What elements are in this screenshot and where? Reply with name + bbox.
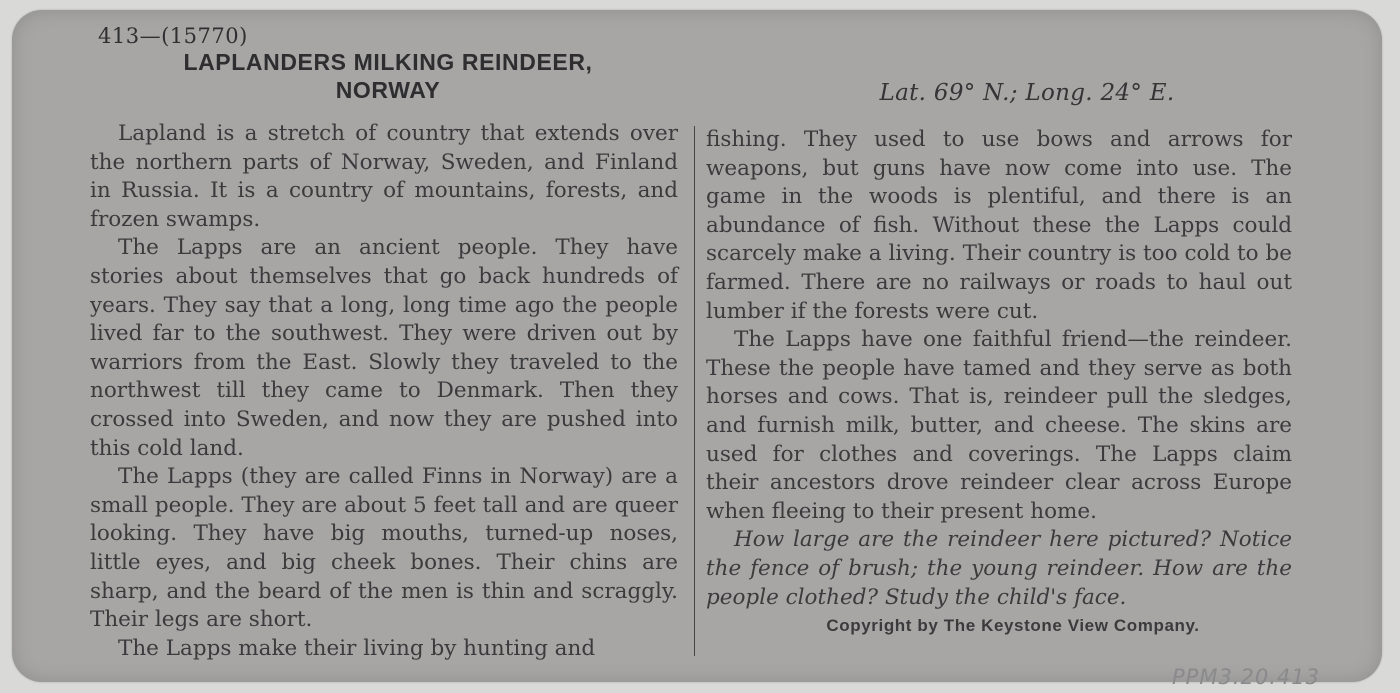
left-paragraph-2: The Lapps are an ancient people. They have stories about themselves that go back hundreds of years. They say that a long, long time ago the people lived far to the southwest. They were driven out by warriors from the East. Slowly they traveled to the northwest till they came to Denmark. Then they crossed into Sweden, and now they are pushed into this cold land.	[90, 235, 678, 461]
left-paragraph-4: The Lapps make their living by hunting and	[118, 635, 596, 661]
copyright-notice: Copyright by The Keystone View Company.	[826, 616, 1200, 636]
left-column	[90, 120, 678, 663]
study-questions: How large are the reindeer here pictured? Notice the fence of brush; the young reindeer. How are the people clothed? Study the child's face.	[706, 527, 1292, 610]
catalog-number: 413—(15770)	[98, 24, 248, 48]
left-paragraph-3: The Lapps (they are called Finns in Norway) are a small people. They are about 5 feet tall and are queer looking. They have big mouths, turned-up noses, little eyes, and big cheek bones. Their chins are sharp, and the beard of the men is thin and scraggly. Their legs are short.	[90, 464, 678, 633]
card-title	[92, 48, 684, 104]
accession-number: PPM3.20.413	[1172, 665, 1320, 689]
title-line-2: NORWAY	[335, 77, 441, 103]
title-line-1: LAPLANDERS MILKING REINDEER,	[183, 49, 593, 75]
right-paragraph-1: fishing. They used to use bows and arrows for weapons, but guns have now come into use. The game in the woods is plentiful, and there is an abundance of fish. Without these the Lapps could scarcely make a living. Their country is too cold to be farmed. There are no railways or roads to haul out lumber if the forests were cut.	[706, 127, 1292, 324]
column-divider	[694, 126, 695, 656]
right-column	[706, 126, 1292, 641]
lat-long: Lat. 69° N.; Long. 24° E.	[879, 80, 1175, 106]
stereocard-back	[12, 10, 1382, 689]
right-paragraph-2: The Lapps have one faithful friend—the reindeer. These the people have tamed and they serve as both horses and cows. That is, reindeer pull the sledges, and furnish milk, butter, and cheese. The skins are used for clothes and coverings. The Lapps claim their ancestors drove reindeer clear across Europe when fleeing to their present home.	[706, 327, 1292, 524]
left-paragraph-1: Lapland is a stretch of country that extends over the northern parts of Norway, Sweden, and Finland in Russia. It is a country of mountains, forests, and frozen swamps.	[90, 121, 678, 232]
